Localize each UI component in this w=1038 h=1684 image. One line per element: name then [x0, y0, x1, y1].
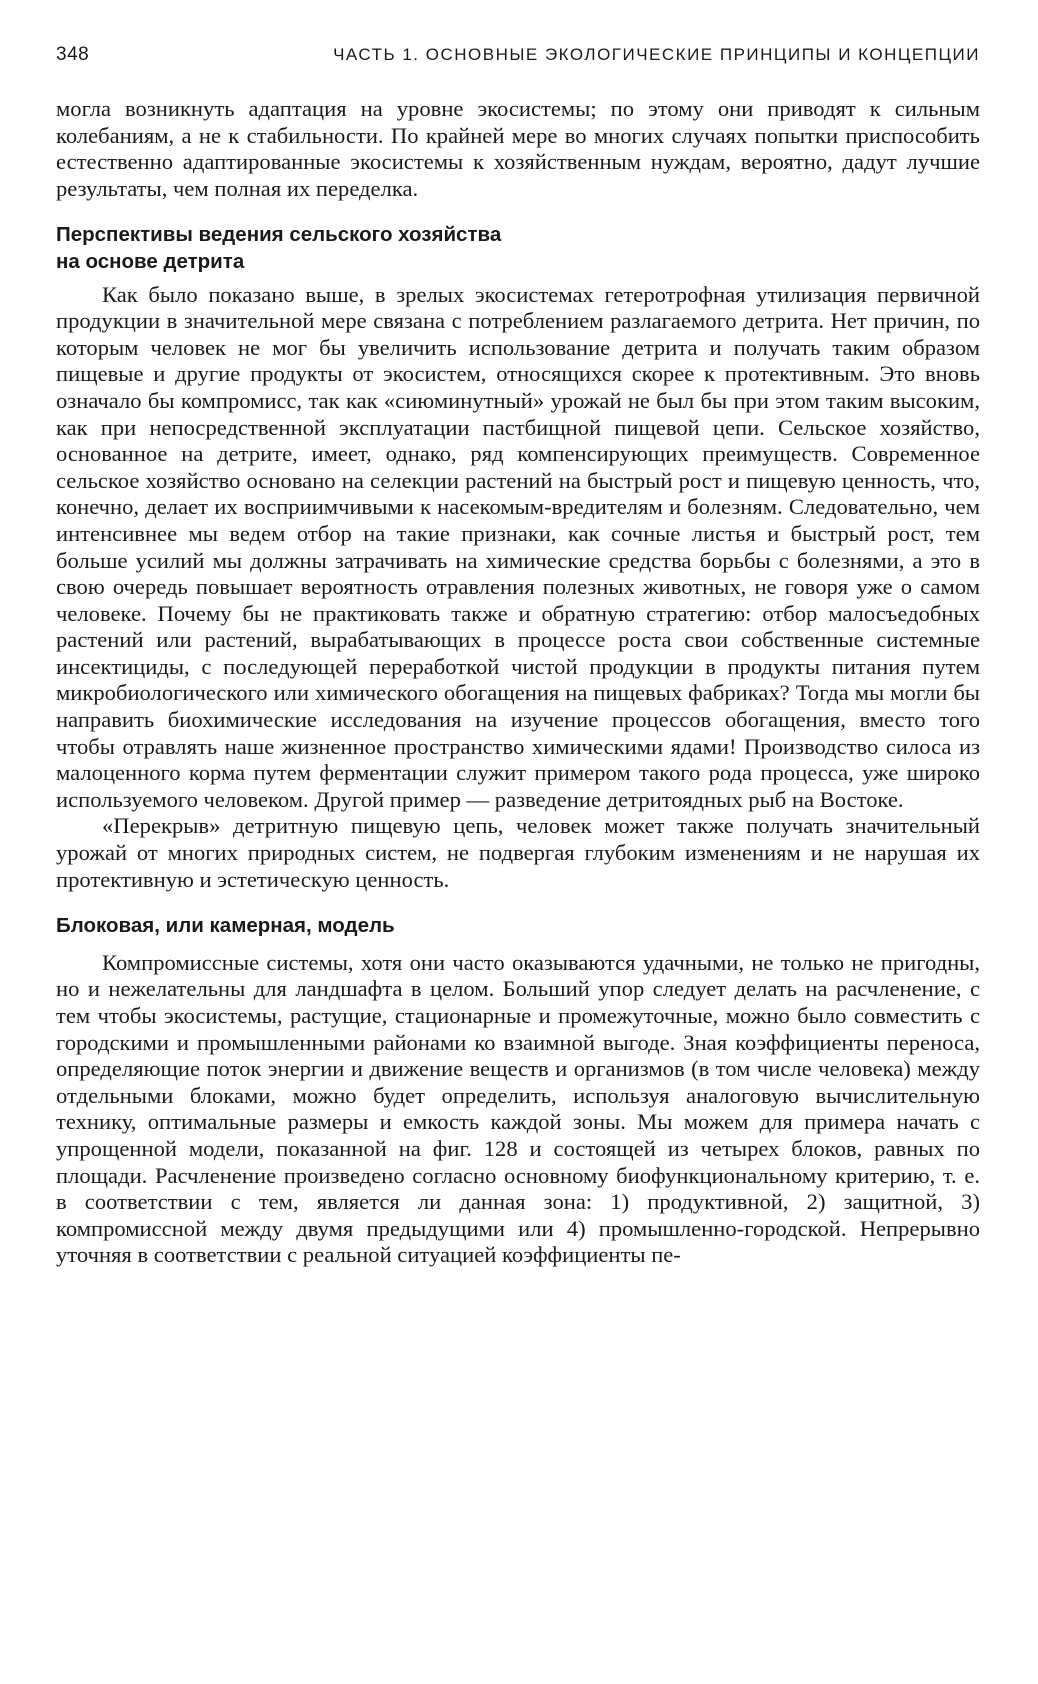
- page-number: 348: [56, 44, 90, 65]
- running-header: [56, 44, 980, 74]
- running-title: ЧАСТЬ 1. ОСНОВНЫЕ ЭКОЛОГИЧЕСКИЕ ПРИНЦИПЫ И КОНЦЕПЦИИ: [333, 45, 980, 64]
- book-page: [56, 44, 980, 1269]
- section-heading-line: Перспективы ведения сельского хозяйства: [56, 223, 502, 247]
- section-heading-line: на основе детрита: [56, 249, 245, 273]
- section-heading-compartment-model: Блоковая, или камерная, модель: [56, 914, 395, 938]
- paragraph-intro: могла возникнуть адаптация на уровне экосистемы; по этому они приводят к сильным колебаниям, а не к стабильности. По крайней мере во многих случаях попытки приспособить естественно адаптированные экосистемы к хозяйственным нуждам, вероятно, дадут лучшие результаты, чем полная их переделка.: [56, 96, 980, 201]
- paragraph-compartment-1: Компромиссные системы, хотя они часто оказываются удачными, не только не пригодны, но и нежелательны для ландшафта в целом. Больший упор следует делать на расчленение, с тем чтобы экосистемы, растущие, стационарные и промежуточные, можно было совместить с городскими и промышленными районами ко взаимной выгоде. Зная коэффициенты переноса, определяющие поток энергии и движение веществ и организмов (в том числе человека) между отдельными блоками, можно будет определить, используя аналоговую вычислительную технику, оптимальные размеры и емкость каждой зоны. Мы можем для примера начать с упрощенной модели, показанной на фиг. 128 и состоящей из четырех блоков, равных по площади. Расчленение произведено согласно основному биофункциональному критерию, т. е. в соответствии с тем, является ли данная зона: 1) продуктивной, 2) защитной, 3) компромиссной между двумя предыдущими или 4) промышленно-городской. Непрерывно уточняя в соответствии с реальной ситуацией коэффициенты пе-: [56, 949, 980, 1268]
- paragraph-detritus-2: «Перекрыв» детритную пищевую цепь, человек может также получать значительный урожай от многих природных систем, не подвергая глубоким изменениям и не нарушая их протективную и эстетическую ценность.: [56, 813, 980, 892]
- paragraph-detritus-1: Как было показано выше, в зрелых экосистемах гетеротрофная утилизация первичной продукции в значительной мере связана с потреблением разлагаемого детрита. Нет причин, по которым человек не мог бы увеличить использование детрита и получать таким образом пищевые и другие продукты от экосистем, относящихся скорее к протективным. Это вновь означало бы компромисс, так как «сиюминутный» урожай не был бы при этом таким высоким, как при непосредственной эксплуатации пастбищной пищевой цепи. Сельское хозяйство, основанное на детрите, имеет, однако, ряд компенсирующих преимуществ. Современное сельское хозяйство основано на селекции растений на быстрый рост и пищевую ценность, что, конечно, делает их восприимчивыми к насекомым-вредителям и болезням. Следовательно, чем интенсивнее мы ведем отбор на такие признаки, как сочные листья и быстрый рост, тем больше усилий мы должны затрачивать на химические средства борьбы с болезнями, а это в свою очередь повышает вероятность отравления полезных животных, не говоря уже о самом человеке. Почему бы не практиковать также и обратную стратегию: отбор малосъедобных растений или растений, вырабатывающих в процессе роста свои собственные системные инсектициды, с последующей переработкой чистой продукции в продукты питания путем микробиологического или химического обогащения на пищевых фабриках? Тогда мы могли бы направить биохимические исследования на изучение процессов обогащения, вместо того чтобы отравлять наше жизненное пространство химическими ядами! Производство силоса из малоценного корма путем ферментации служит примером такого рода процесса, уже широко используемого человеком. Другой пример — разведение детритоядных рыб на Востоке.: [56, 281, 980, 812]
- section-heading-detritus-agriculture: [56, 222, 980, 275]
